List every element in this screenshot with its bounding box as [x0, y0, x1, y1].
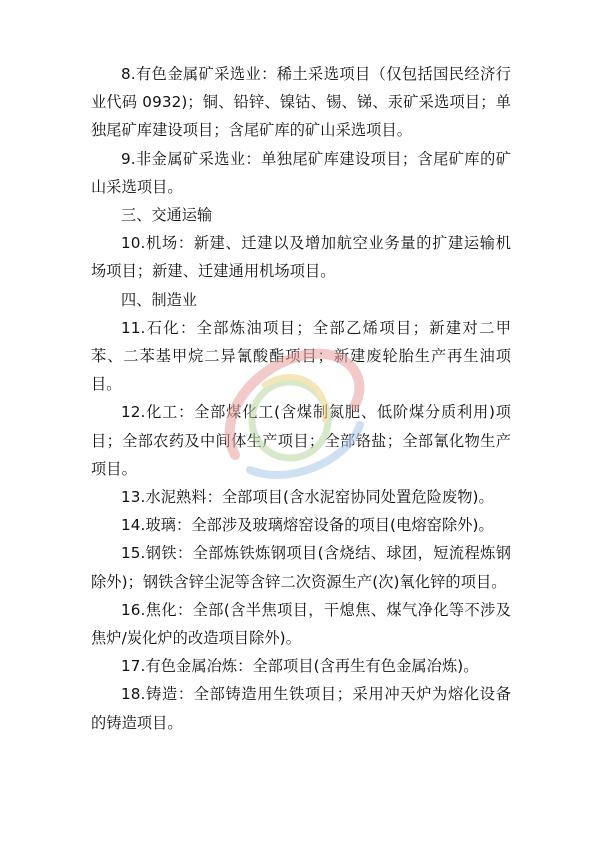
section-heading-transport: 三、交通运输: [121, 206, 213, 225]
paragraph-item-12: 12.化工：全部煤化工(含煤制氮肥、低阶煤分质利用)项目；全部农药及中间体生产项目；全部铬盐；全部氰化物生产项目。: [91, 403, 511, 478]
paragraph-item-16: 16.焦化：全部(含半焦项目，干熄焦、煤气净化等不涉及焦炉/炭化炉的改造项目除外)。: [91, 600, 511, 648]
paragraph-item-17: 17.有色金属冶炼：全部项目(含再生有色金属冶炼)。: [121, 657, 479, 676]
section-heading-manufacturing: 四、制造业: [121, 290, 197, 309]
paragraph-item-8: 8.有色金属矿采选业：稀土采选项目（仅包括国民经济行业代码 0932)；铜、铅锌、镍钴、锡、锑、汞矿采选项目；单独尾矿库建设项目；含尾矿库的矿山采选项目。: [91, 65, 511, 140]
paragraph-item-9: 9.非金属矿采选业：单独尾矿库建设项目；含尾矿库的矿山采选项目。: [91, 149, 511, 196]
paragraph-item-11: 11.石化：全部炼油项目；全部乙烯项目；新建对二甲苯、二苯基甲烷二异氰酸酯项目；新建废轮胎生产再生油项目。: [91, 318, 511, 394]
paragraph-item-10: 10.机场：新建、迁建以及增加航空业务量的扩建运输机场项目；新建、迁建通用机场项目。: [91, 234, 511, 281]
paragraph-item-18: 18.铸造：全部铸造用生铁项目；采用冲天炉为熔化设备的铸造项目。: [91, 685, 511, 732]
document-body: [91, 60, 511, 737]
paragraph-item-14: 14.玻璃：全部涉及玻璃熔窑设备的项目(电熔窑除外)。: [121, 516, 494, 535]
paragraph-item-13: 13.水泥熟料：全部项目(含水泥窑协同处置危险废物)。: [121, 488, 494, 507]
paragraph-item-15: 15.钢铁：全部炼铁炼钢项目(含烧结、球团，短流程炼钢除外)；钢铁含锌尘泥等含锌二次资源生产(次)氧化锌的项目。: [91, 544, 511, 591]
